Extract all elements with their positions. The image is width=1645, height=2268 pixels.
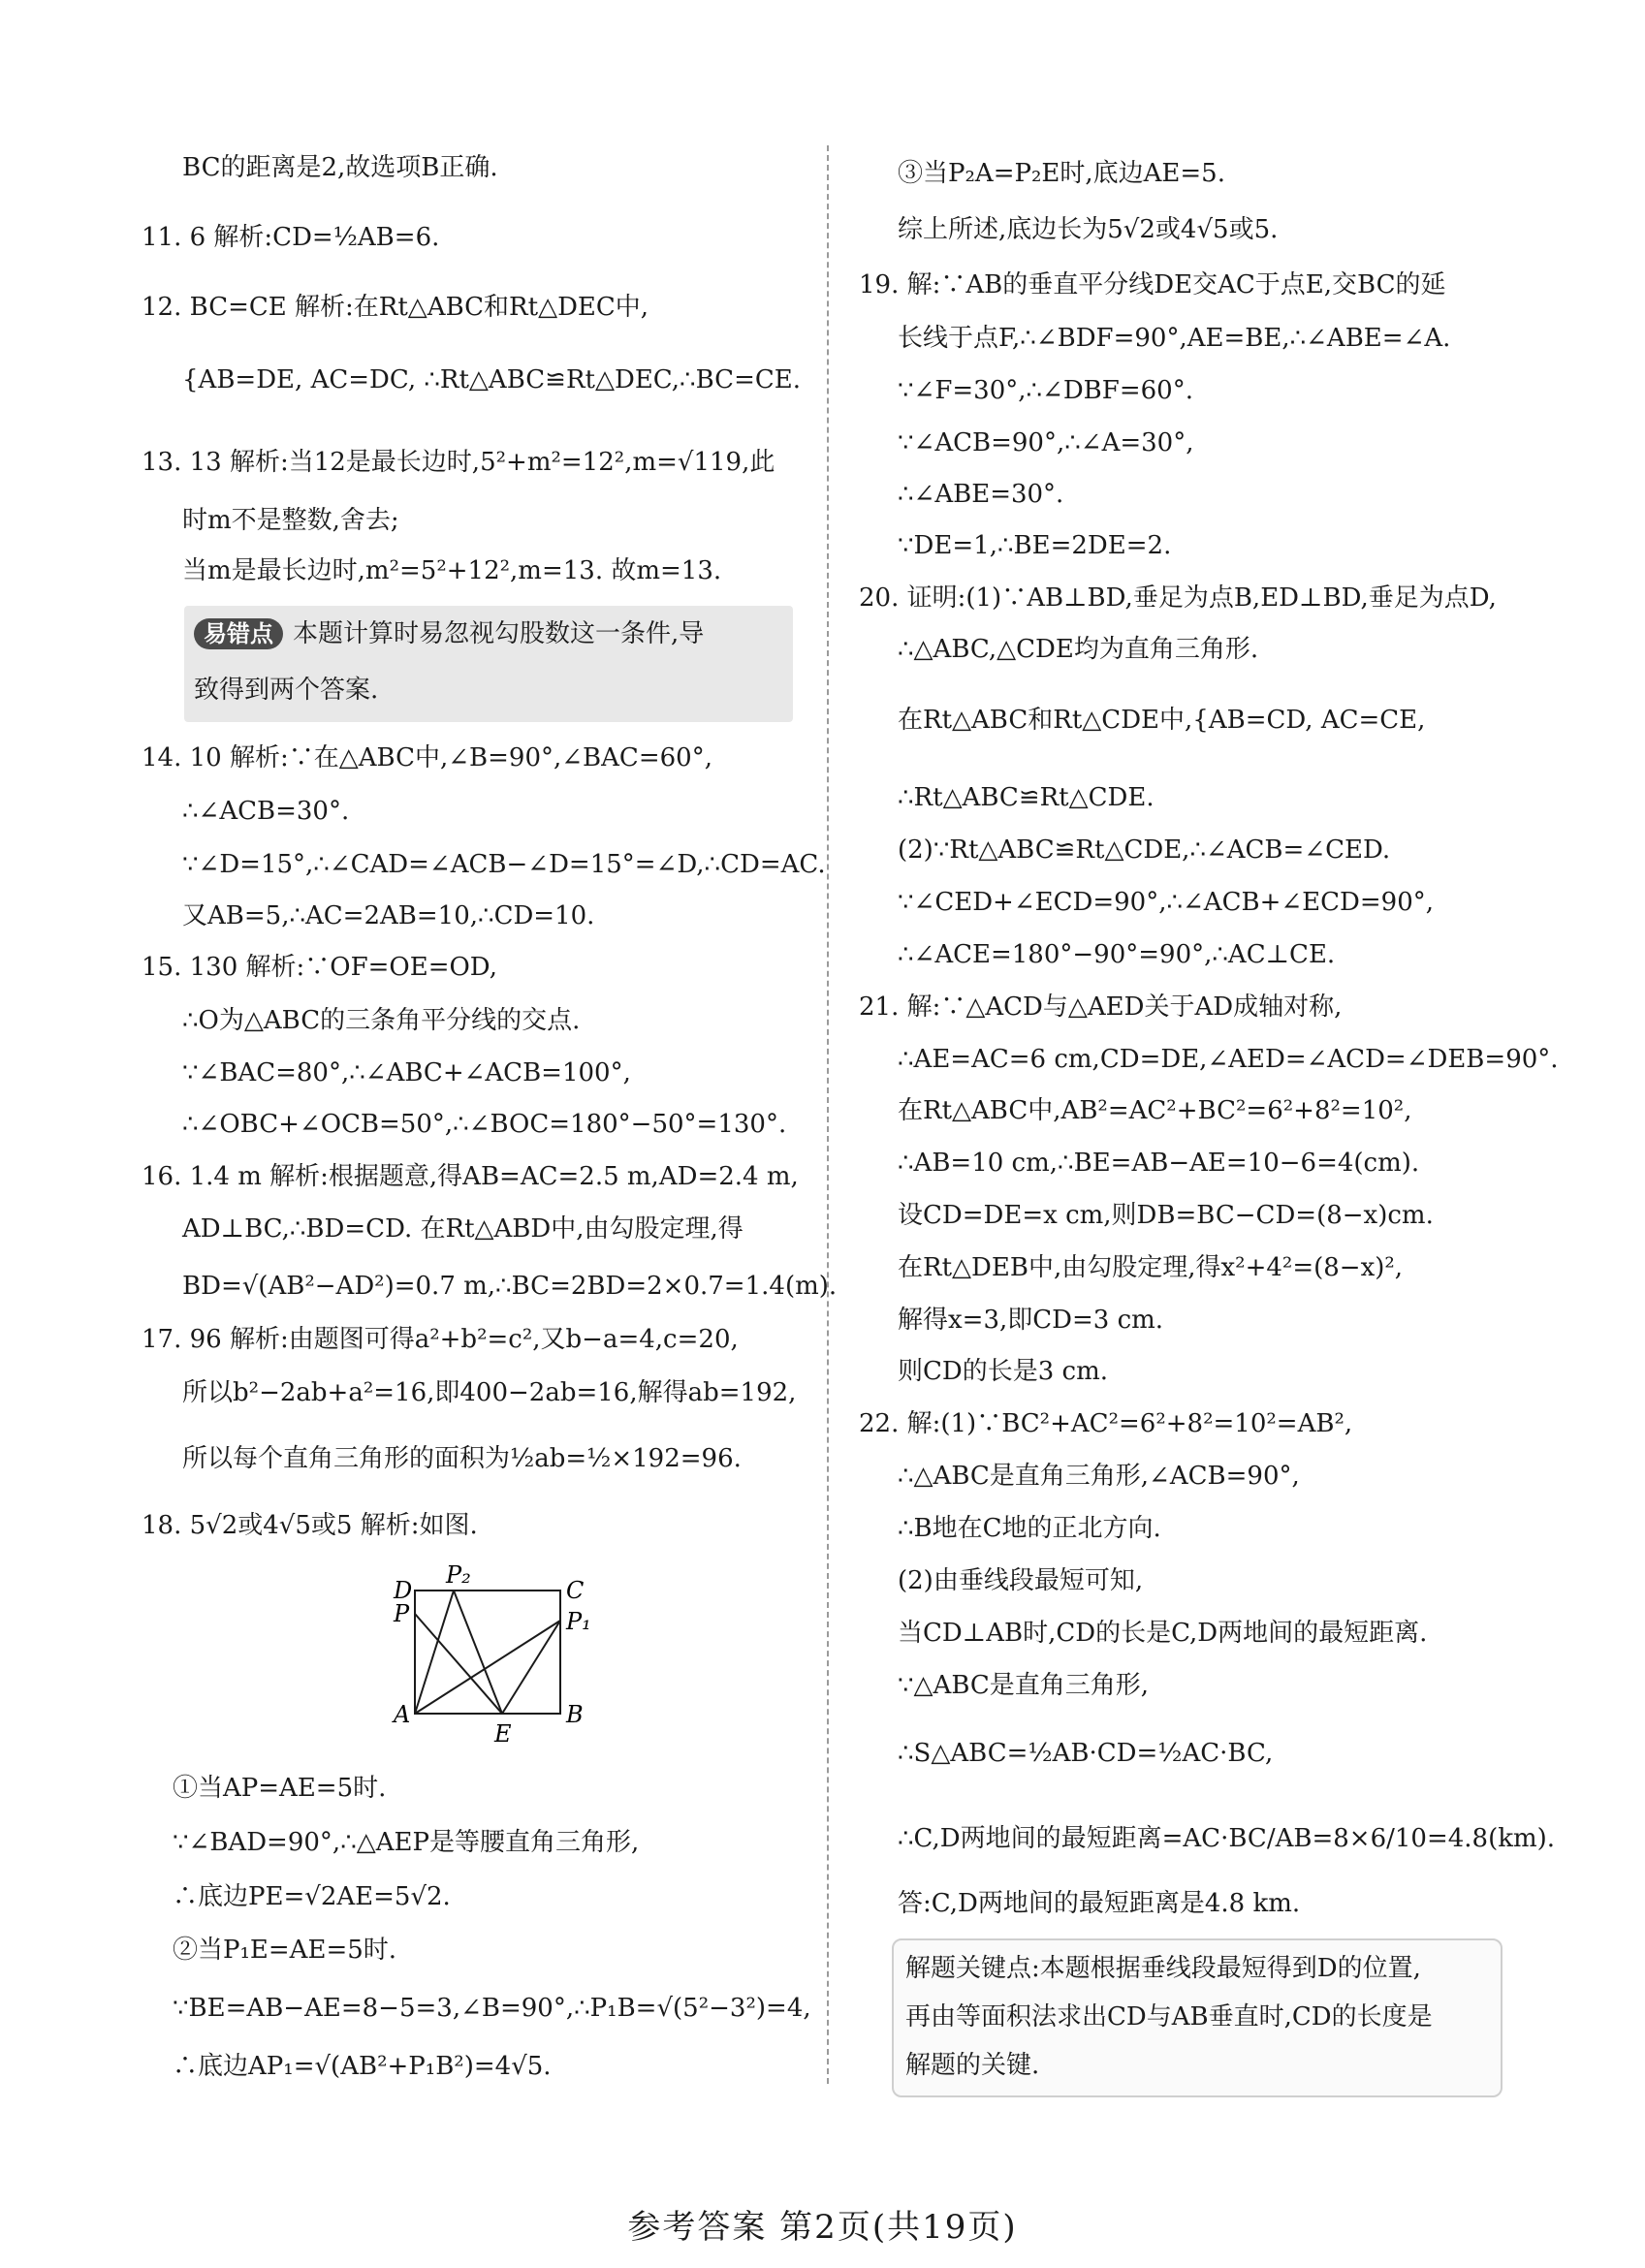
answer-17: 17. 96 解析:由题图可得a²+b²=c²,又b−a=4,c=20, — [142, 1325, 739, 1354]
answer-14: 14. 10 解析:∵在△ABC中,∠B=90°,∠BAC=60°, — [142, 743, 712, 772]
text-line: 所以b²−2ab+a²=16,即400−2ab=16,解得ab=192, — [182, 1378, 797, 1407]
text-line: ∴AE=AC=6 cm,CD=DE,∠AED=∠ACD=∠DEB=90°. — [898, 1045, 1559, 1074]
text-line: ∴Rt△ABC≌Rt△CDE. — [898, 783, 1155, 812]
text-line: BC的距离是2,故选项B正确. — [182, 153, 498, 182]
error-note-tag: 易错点 — [194, 618, 283, 649]
text-line: ∴∠OBC+∠OCB=50°,∴∠BOC=180°−50°=130°. — [182, 1110, 787, 1139]
column-divider — [827, 145, 829, 2084]
text-line: ∴∠ACB=30°. — [182, 797, 350, 826]
answer-22: 22. 解:(1)∵BC²+AC²=6²+8²=10²=AB², — [859, 1409, 1353, 1438]
text-line: ∵∠BAC=80°,∴∠ABC+∠ACB=100°, — [182, 1058, 631, 1087]
answer-16: 16. 1.4 m 解析:根据题意,得AB=AC=2.5 m,AD=2.4 m, — [142, 1162, 799, 1191]
text-line: 当CD⊥AB时,CD的长是C,D两地间的最短距离. — [898, 1619, 1428, 1648]
text-line: ∴∠ABE=30°. — [898, 480, 1064, 509]
text-line: ∵∠CED+∠ECD=90°,∴∠ACB+∠ECD=90°, — [898, 888, 1434, 917]
text-line: 解得x=3,即CD=3 cm. — [898, 1306, 1164, 1335]
label-p1: P₁ — [566, 1608, 591, 1635]
answer-18: 18. 5√2或4√5或5 解析:如图. — [142, 1511, 478, 1540]
text-line: 当m是最长边时,m²=5²+12²,m=13. 故m=13. — [182, 556, 722, 585]
text-line: {AB=DE, AC=DC, ∴Rt△ABC≌Rt△DEC,∴BC=CE. — [182, 365, 801, 394]
segment-p-e — [415, 1614, 502, 1714]
text-line: ③当P₂A=P₂E时,底边AE=5. — [898, 159, 1225, 188]
error-note-text: 本题计算时易忽视勾股数这一条件,导 — [293, 619, 705, 648]
text-line: ∵∠D=15°,∴∠CAD=∠ACB−∠D=15°=∠D,∴CD=AC. — [182, 850, 826, 879]
text-line: ∵BE=AB−AE=8−5=3,∠B=90°,∴P₁B=√(5²−3²)=4, — [173, 1994, 811, 2023]
label-e: E — [494, 1720, 512, 1748]
answer-21: 21. 解:∵△ACD与△AED关于AD成轴对称, — [859, 992, 1343, 1022]
answer-11: 11. 6 解析:CD=½AB=6. — [142, 223, 440, 252]
answer-19: 19. 解:∵AB的垂直平分线DE交AC于点E,交BC的延 — [859, 270, 1446, 299]
text-line: 则CD的长是3 cm. — [898, 1357, 1109, 1386]
text-line: ∵△ABC是直角三角形, — [898, 1671, 1150, 1700]
rectangle-abcd — [415, 1591, 560, 1714]
label-c: C — [566, 1577, 585, 1604]
label-p2: P₂ — [446, 1561, 471, 1589]
text-line: (2)由垂线段最短可知, — [898, 1566, 1144, 1595]
text-line: AD⊥BC,∴BD=CD. 在Rt△ABD中,由勾股定理,得 — [182, 1214, 743, 1244]
text-line: ∴O为△ABC的三条角平分线的交点. — [182, 1006, 581, 1035]
label-a: A — [394, 1701, 411, 1728]
key-point-text: 解题关键点:本题根据垂线段最短得到D的位置, — [905, 1954, 1421, 1983]
text-line: (2)∵Rt△ABC≌Rt△CDE,∴∠ACB=∠CED. — [898, 835, 1391, 865]
text-line: ∵∠BAD=90°,∴△AEP是等腰直角三角形, — [173, 1828, 640, 1857]
text-line: ①当AP=AE=5时. — [173, 1774, 387, 1803]
key-point-text: 解题的关键. — [905, 2051, 1040, 2080]
label-b: B — [566, 1701, 584, 1728]
text-line: 所以每个直角三角形的面积为½ab=½×192=96. — [182, 1444, 742, 1473]
text-line: ②当P₁E=AE=5时. — [173, 1936, 397, 1965]
text-line: ∴底边PE=√2AE=5√2. — [173, 1882, 451, 1911]
geometry-figure — [388, 1556, 591, 1749]
key-point-text: 再由等面积法求出CD与AB垂直时,CD的长度是 — [905, 2002, 1433, 2032]
text-line: ∴△ABC是直角三角形,∠ACB=90°, — [898, 1462, 1300, 1491]
text-line: ∴S△ABC=½AB·CD=½AC·BC, — [898, 1739, 1274, 1768]
text-line: ∵∠ACB=90°,∴∠A=30°, — [898, 428, 1194, 457]
segment-p2-e — [454, 1591, 502, 1714]
answer-12: 12. BC=CE 解析:在Rt△ABC和Rt△DEC中, — [142, 293, 649, 322]
text-line: 在Rt△ABC和Rt△CDE中,{AB=CD, AC=CE, — [898, 706, 1426, 735]
answer-20: 20. 证明:(1)∵AB⊥BD,垂足为点B,ED⊥BD,垂足为点D, — [859, 583, 1497, 613]
key-point-box — [892, 1938, 1503, 2097]
segment-a-p1 — [415, 1621, 560, 1714]
text-line: BD=√(AB²−AD²)=0.7 m,∴BC=2BD=2×0.7=1.4(m). — [182, 1272, 838, 1301]
text-line: 答:C,D两地间的最短距离是4.8 km. — [898, 1889, 1301, 1918]
error-note-text: 致得到两个答案. — [194, 676, 379, 705]
text-line: ∴底边AP₁=√(AB²+P₁B²)=4√5. — [173, 2052, 552, 2081]
text-line: 在Rt△ABC中,AB²=AC²+BC²=6²+8²=10², — [898, 1096, 1412, 1125]
text-line: ∴∠ACE=180°−90°=90°,∴AC⊥CE. — [898, 940, 1336, 969]
answer-13: 13. 13 解析:当12是最长边时,5²+m²=12²,m=√119,此 — [142, 448, 775, 477]
text-line: ∵DE=1,∴BE=2DE=2. — [898, 531, 1172, 560]
error-note — [184, 606, 793, 722]
text-line: ∴AB=10 cm,∴BE=AB−AE=10−6=4(cm). — [898, 1149, 1420, 1178]
text-line: 又AB=5,∴AC=2AB=10,∴CD=10. — [182, 901, 595, 930]
segment-e-p1 — [502, 1621, 560, 1714]
text-line: 长线于点F,∴∠BDF=90°,AE=BE,∴∠ABE=∠A. — [898, 324, 1451, 353]
page-footer: 参考答案 第2页(共19页) — [627, 2208, 1018, 2247]
text-line: 设CD=DE=x cm,则DB=BC−CD=(8−x)cm. — [898, 1201, 1434, 1230]
text-line: ∴△ABC,△CDE均为直角三角形. — [898, 635, 1259, 664]
text-line: ∴C,D两地间的最短距离=AC·BC/AB=8×6/10=4.8(km). — [898, 1824, 1556, 1853]
label-p: P — [394, 1600, 410, 1627]
text-line: 时m不是整数,舍去; — [182, 506, 399, 535]
text-line: ∵∠F=30°,∴∠DBF=60°. — [898, 376, 1193, 405]
text-line: 在Rt△DEB中,由勾股定理,得x²+4²=(8−x)², — [898, 1253, 1404, 1282]
label-d: D — [394, 1577, 413, 1604]
text-line: ∴B地在C地的正北方向. — [898, 1514, 1161, 1543]
text-line: 综上所述,底边长为5√2或4√5或5. — [898, 215, 1279, 244]
answer-15: 15. 130 解析:∵OF=OE=OD, — [142, 953, 497, 982]
